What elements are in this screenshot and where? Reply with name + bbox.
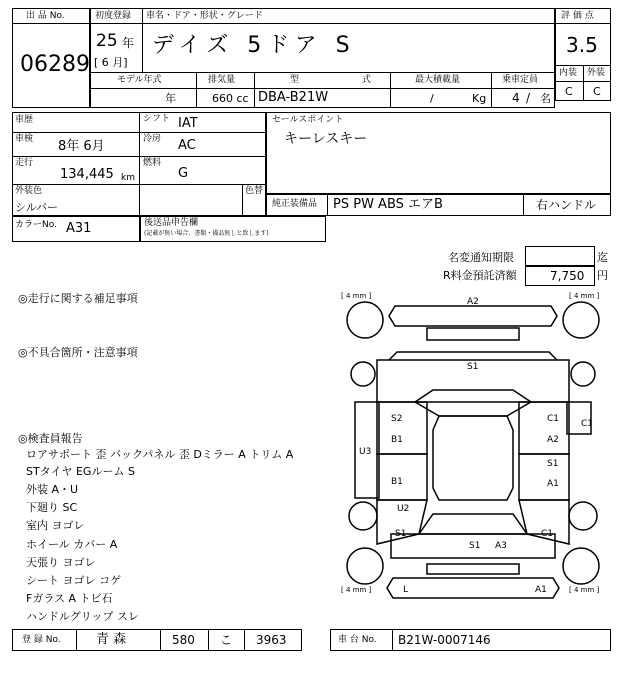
mark-right-rear-door-2: A1 xyxy=(547,479,559,489)
inspector-line-6: ホイール カバー A xyxy=(26,538,118,551)
mark-rear-2: A3 xyxy=(495,541,507,551)
capacity-unit: 名 xyxy=(540,92,551,105)
recycle-value: 7,750 xyxy=(550,269,585,283)
inspector-line-10: ハンドルグリップ スレ xyxy=(26,610,139,623)
max-load-label: 最大積載量 xyxy=(415,75,461,85)
mark-left-rear-quarter: U2 xyxy=(397,504,410,514)
mark-rear-bumper-left: L xyxy=(403,585,409,595)
inspection-value: 8年 6月 xyxy=(58,139,105,154)
name-change-label: 名変通知期限 xyxy=(448,251,514,264)
inspector-line-5: 室内 ヨゴレ xyxy=(26,519,85,532)
driving-notes-label: ◎走行に関する補足事項 xyxy=(18,292,138,305)
lot-number: 06289 xyxy=(20,52,90,77)
exterior-grade: C xyxy=(593,85,601,98)
registration-kana: こ xyxy=(220,633,233,647)
inspector-line-4: 下廻り SC xyxy=(26,501,78,514)
sales-point-label: セールスポイント xyxy=(272,115,344,125)
registration-class: 580 xyxy=(172,633,195,647)
mark-left-front-door: S2 xyxy=(391,414,403,424)
capacity-sep: / xyxy=(526,91,531,105)
lot-number-label: 出 品 No. xyxy=(26,11,65,21)
mark-right-rear-door: S1 xyxy=(547,459,559,469)
first-reg-label: 初度登録 xyxy=(95,11,132,21)
exterior-label: 外装 xyxy=(587,68,606,78)
mark-right-fender: C1 xyxy=(581,419,594,429)
year-char: 年 xyxy=(122,36,135,50)
max-load-unit: Kg xyxy=(472,92,487,105)
capacity-value: 4 xyxy=(512,91,520,105)
first-reg-year: 25 xyxy=(96,31,118,51)
displacement-label: 排気量 xyxy=(208,75,236,85)
mark-front-bumper: A2 xyxy=(467,297,479,307)
car-name: デイズ 5ドア S xyxy=(152,33,356,58)
registration-number: 3963 xyxy=(256,633,287,647)
mileage-unit: km xyxy=(121,173,135,183)
mileage-label: 走行 xyxy=(15,158,34,168)
registration-label: 登 録 No. xyxy=(22,635,61,645)
capacity-label: 乗車定員 xyxy=(502,75,539,85)
mark-right-rear-quarter: C1 xyxy=(541,529,554,539)
recycle-label: R料金預託済額 xyxy=(443,269,517,282)
shift-label: シフト xyxy=(143,114,171,124)
post-sale-label: 後送品申告欄 xyxy=(144,218,199,228)
mark-right-front-door-2: A2 xyxy=(547,435,559,445)
grade-value: 3.5 xyxy=(566,33,598,57)
mark-rear-bumper-right: A1 xyxy=(535,585,547,595)
chassis-value: B21W-0007146 xyxy=(398,633,491,647)
color-change-label: 色替 xyxy=(245,186,264,196)
inspection-label: 車検 xyxy=(15,134,34,144)
recycle-unit: 円 xyxy=(597,269,608,282)
inspector-line-1: ロアサポート 歪 バックパネル 歪 Dミラー A トリム A xyxy=(26,448,294,461)
inspector-line-2: STタイヤ EGルーム S xyxy=(26,465,135,478)
inspector-line-8: シート ヨゴレ コゲ xyxy=(26,574,121,587)
mark-left-side: U3 xyxy=(359,447,372,457)
color-no-value: A31 xyxy=(66,221,92,236)
interior-grade: C xyxy=(565,85,573,98)
mark-left-front-door-2: B1 xyxy=(391,435,403,445)
interior-label: 内装 xyxy=(559,68,578,78)
tread-front-right: [ 4 mm ] xyxy=(569,292,600,300)
fuel-value: G xyxy=(178,166,189,181)
registration-region: 青 森 xyxy=(96,632,127,647)
inspector-label: ◎検査員報告 xyxy=(18,432,83,445)
post-sale-note: (記載が無い場合、書類・備品無しと致します) xyxy=(144,230,269,237)
tread-rear-left: [ 4 mm ] xyxy=(341,586,372,594)
inspector-line-3: 外装 A・U xyxy=(26,483,79,496)
name-change-unit: 迄 xyxy=(597,251,608,264)
ext-color-label: 外装色 xyxy=(15,186,43,196)
tread-front-left: [ 4 mm ] xyxy=(341,292,372,300)
mark-rear: S1 xyxy=(469,541,481,551)
inspector-line-7: 天張り ヨゴレ xyxy=(26,556,96,569)
chassis-label: 車 台 No. xyxy=(338,635,377,645)
fuel-label: 燃料 xyxy=(143,158,162,168)
ac-label: 冷房 xyxy=(143,134,162,144)
history-label: 車歴 xyxy=(15,115,34,125)
car-name-label: 車名・ドア・形状・グレード xyxy=(146,11,263,21)
max-load-value: / xyxy=(430,92,434,105)
ac-value: AC xyxy=(178,138,196,153)
inspector-line-9: Fガラス A トビ石 xyxy=(26,592,113,605)
model-year-label: モデル年式 xyxy=(117,75,162,85)
handle-value: 右ハンドル xyxy=(536,198,597,212)
color-no-label: カラーNo. xyxy=(15,220,57,230)
mark-left-rear-door: B1 xyxy=(391,477,403,487)
car-damage-diagram xyxy=(337,290,609,626)
tread-rear-right: [ 4 mm ] xyxy=(569,586,600,594)
ext-color-value: シルバー xyxy=(15,201,58,214)
shift-value: IAT xyxy=(178,116,198,131)
mark-left-rear-quarter-2: S1 xyxy=(395,529,407,539)
type-label: 型 式 xyxy=(290,75,401,85)
type-value: DBA-B21W xyxy=(258,90,329,105)
mileage-value: 134,445 xyxy=(60,167,114,182)
equipment-label: 純正装備品 xyxy=(272,199,318,209)
model-year-value: 年 xyxy=(165,92,176,105)
mark-hood: S1 xyxy=(467,362,479,372)
sales-point-value: キーレスキー xyxy=(284,131,368,147)
first-reg-month: [ 6 月] xyxy=(94,56,128,69)
displacement-value: 660 cc xyxy=(212,92,249,105)
equipment-value: PS PW ABS エアB xyxy=(333,197,443,212)
name-change-box xyxy=(525,246,595,266)
defects-label: ◎不具合箇所・注意事項 xyxy=(18,346,138,359)
grade-label: 評 価 点 xyxy=(561,11,594,21)
mark-right-front-door: C1 xyxy=(547,414,560,424)
